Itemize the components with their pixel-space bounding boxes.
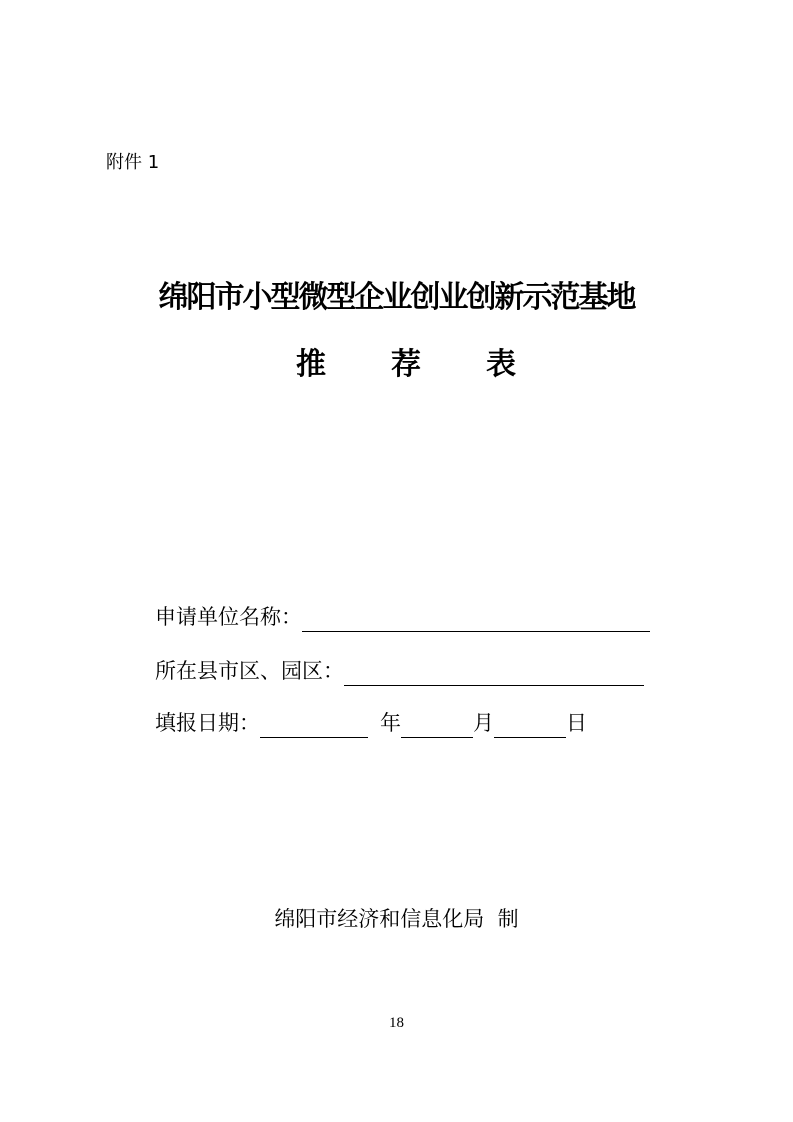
- page-number: 18: [389, 1015, 404, 1031]
- applicant-row: [155, 602, 650, 632]
- attachment-label: 附件 1: [106, 152, 160, 173]
- subtitle-char-3: 表: [486, 347, 516, 382]
- location-row: [155, 656, 644, 686]
- applicant-label: 申请单位名称：: [155, 605, 302, 629]
- date-row: [155, 708, 587, 738]
- location-label: 所在县市区、园区：: [155, 659, 344, 683]
- subtitle-char-2: 荐: [391, 347, 421, 382]
- subtitle-char-1: 推: [296, 347, 326, 382]
- day-unit: 日: [566, 711, 587, 735]
- month-unit: 月: [473, 711, 494, 735]
- document-subtitle: [296, 345, 516, 385]
- day-field[interactable]: [494, 713, 566, 738]
- year-unit: 年: [380, 711, 401, 735]
- year-field[interactable]: [260, 713, 368, 738]
- date-label: 填报日期：: [155, 711, 260, 735]
- month-field[interactable]: [401, 713, 473, 738]
- issuer-line: 绵阳市经济和信息化局 制: [274, 907, 519, 931]
- applicant-field[interactable]: [302, 607, 650, 632]
- document-title: 绵阳市小型微型企业创业创新示范基地: [158, 280, 635, 315]
- location-field[interactable]: [344, 661, 644, 686]
